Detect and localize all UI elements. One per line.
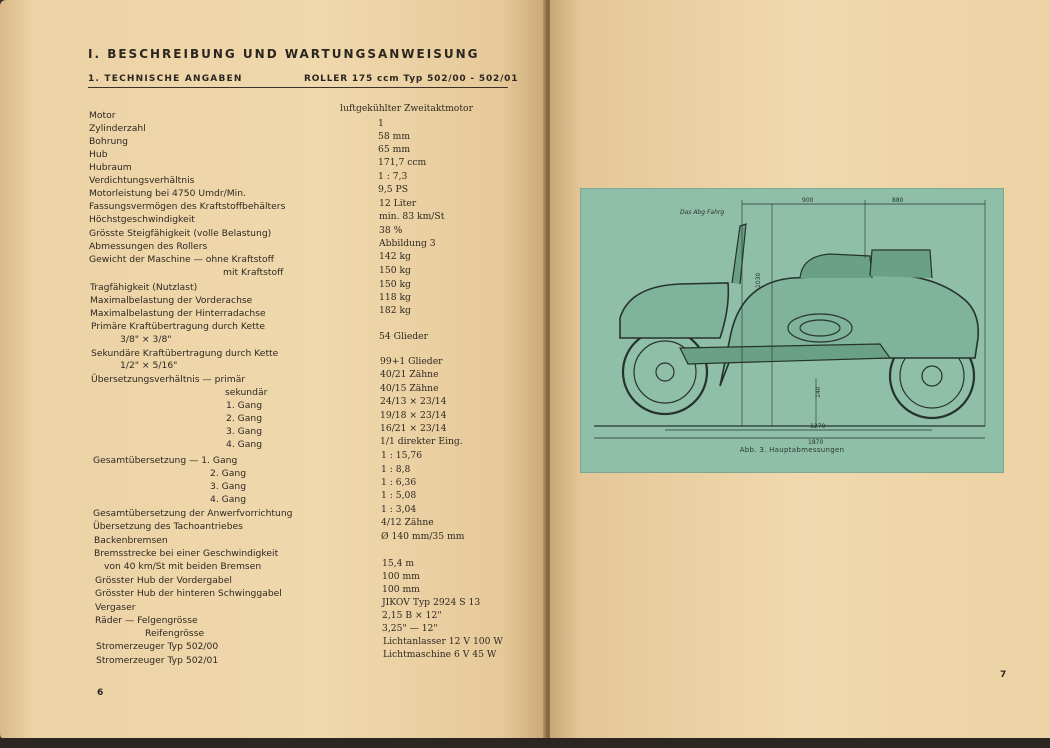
- figure-caption: Abb. 3. Hauptabmessungen: [739, 446, 845, 454]
- spec-label: Abmessungen des Rollers: [89, 241, 208, 252]
- spec-value: 1/1 direkter Eing.: [380, 436, 463, 447]
- spec-label: Übersetzung des Tachoantriebes: [93, 521, 243, 532]
- spec-value: Lichtanlasser 12 V 100 W: [383, 636, 503, 647]
- spec-value: 1 : 3,04: [381, 504, 417, 515]
- spec-label: Motorleistung bei 4750 Umdr/Min.: [89, 188, 246, 199]
- spec-label: Grösste Steigfähigkeit (volle Belastung): [89, 228, 272, 239]
- spec-label: 3/8" × 3/8": [120, 334, 172, 345]
- spec-value: 150 kg: [379, 265, 411, 276]
- spec-label: Hub: [89, 149, 108, 160]
- table-surface: [0, 738, 1050, 748]
- spec-value: 24/13 × 23/14: [380, 396, 447, 407]
- spec-label: Backenbremsen: [94, 535, 168, 546]
- spec-value: 1 : 5,08: [381, 490, 417, 501]
- spec-value: 1: [378, 118, 384, 129]
- spec-label: Zylinderzahl: [89, 123, 146, 134]
- spec-label: Grösster Hub der hinteren Schwinggabel: [95, 588, 282, 599]
- spec-label: Verdichtungsverhältnis: [89, 175, 195, 186]
- spec-value: 16/21 × 23/14: [380, 423, 447, 434]
- spec-label: Gesamtübersetzung — 1. Gang: [93, 455, 238, 466]
- spec-label: Gesamtübersetzung der Anwerfvorrichtung: [93, 508, 293, 519]
- spec-label: Stromerzeuger Typ 502/01: [96, 655, 219, 666]
- spec-value: 142 kg: [379, 251, 411, 262]
- spec-value: 19/18 × 23/14: [380, 410, 447, 421]
- spec-label: Primäre Kraftübertragung durch Kette: [91, 321, 265, 332]
- scooter-drawing: [580, 188, 1004, 473]
- spec-label: 3. Gang: [210, 481, 247, 492]
- spec-value: 171,7 ccm: [378, 157, 427, 168]
- spec-value: 3,25" — 12": [382, 623, 438, 634]
- spec-label: 1. Gang: [226, 400, 263, 411]
- spec-label: Übersetzungsverhältnis — primär: [91, 374, 246, 385]
- spec-label: Tragfähigkeit (Nutzlast): [90, 282, 198, 293]
- spec-label: Grösster Hub der Vordergabel: [95, 575, 232, 586]
- subheading-technical-data: 1. TECHNISCHE ANGABEN: [88, 74, 243, 84]
- spec-label: 2. Gang: [226, 413, 263, 424]
- scooter-dimension-figure: [580, 188, 1004, 473]
- spec-label: Reifengrösse: [145, 628, 205, 639]
- spec-label: Höchstgeschwindigkeit: [89, 214, 195, 225]
- spec-label: sekundär: [225, 387, 268, 398]
- dim-top-right: 880: [892, 197, 904, 204]
- spec-value: 99+1 Glieder: [380, 356, 443, 367]
- spec-table: [0, 0, 546, 700]
- spec-label: Maximalbelastung der Vorderachse: [90, 295, 253, 306]
- spec-label: 4. Gang: [210, 494, 247, 505]
- spec-label: 2. Gang: [210, 468, 247, 479]
- spec-value: 1 : 15,76: [381, 450, 423, 461]
- spec-value: 9,5 PS: [378, 184, 409, 195]
- dim-small: 140: [815, 386, 822, 398]
- spec-label: Maximalbelastung der Hinterradachse: [90, 308, 266, 319]
- spec-value: 54 Glieder: [379, 331, 428, 342]
- page-number-left: 6: [97, 688, 104, 698]
- spec-value: 1 : 6,36: [381, 477, 417, 488]
- spec-value: 40/21 Zähne: [380, 369, 439, 380]
- spec-value: 118 kg: [379, 292, 411, 303]
- spec-label: Hubraum: [89, 162, 132, 173]
- spec-value: Abbildung 3: [379, 238, 436, 249]
- spec-value: 15,4 m: [382, 558, 415, 569]
- spec-label: Stromerzeuger Typ 502/00: [96, 641, 219, 652]
- spec-value: 100 mm: [382, 584, 420, 595]
- spec-value: 1 : 8,8: [381, 464, 411, 475]
- dim-bottom-b: 1870: [808, 439, 824, 446]
- spec-value: 100 mm: [382, 571, 420, 582]
- spec-label: 3. Gang: [226, 426, 263, 437]
- spec-value: luftgekühlter Zweitaktmotor: [340, 103, 473, 114]
- spec-label: Fassungsvermögen des Kraftstoffbehälters: [89, 201, 286, 212]
- spec-value: 12 Liter: [379, 198, 417, 209]
- spec-value: Lichtmaschine 6 V 45 W: [383, 649, 497, 660]
- spec-label: Vergaser: [95, 602, 136, 613]
- spec-value: 40/15 Zähne: [380, 383, 439, 394]
- spec-value: Ø 140 mm/35 mm: [381, 531, 465, 542]
- spec-label: 4. Gang: [226, 439, 263, 450]
- spec-value: JIKOV Typ 2924 S 13: [382, 597, 481, 608]
- spec-value: 58 mm: [378, 131, 411, 142]
- dim-vertical: 1030: [755, 272, 762, 288]
- spec-value: 65 mm: [378, 144, 411, 155]
- spec-value: 2,15 B × 12": [382, 610, 442, 621]
- spec-label: Bohrung: [89, 136, 129, 147]
- spec-label: Bremsstrecke bei einer Geschwindigkeit: [94, 548, 279, 559]
- dim-bottom-a: 1270: [810, 423, 826, 430]
- spec-label: Räder — Felgengrösse: [95, 615, 198, 626]
- spec-value: 150 kg: [379, 279, 411, 290]
- page-number-right: 7: [1000, 670, 1007, 680]
- dim-top-left: 900: [802, 197, 814, 204]
- subheading-model: ROLLER 175 ccm Typ 502/00 - 502/01: [304, 74, 519, 84]
- spec-value: 38 %: [379, 225, 403, 236]
- spec-value: 4/12 Zähne: [381, 517, 434, 528]
- section-heading: I. BESCHREIBUNG UND WARTUNGSANWEISUNG: [88, 47, 480, 61]
- spec-label: mit Kraftstoff: [223, 267, 284, 278]
- handwritten-note: Das Abg Fahrg: [680, 209, 725, 216]
- spec-label: 1/2" × 5/16": [120, 360, 178, 371]
- spec-label: Sekundäre Kraftübertragung durch Kette: [91, 348, 279, 359]
- spec-label: Gewicht der Maschine — ohne Kraftstoff: [89, 254, 274, 265]
- spec-label: Motor: [89, 110, 116, 121]
- spec-value: min. 83 km/St: [379, 211, 445, 222]
- spec-value: 1 : 7,3: [378, 171, 408, 182]
- spec-value: 182 kg: [379, 305, 411, 316]
- spec-label: von 40 km/St mit beiden Bremsen: [104, 561, 262, 572]
